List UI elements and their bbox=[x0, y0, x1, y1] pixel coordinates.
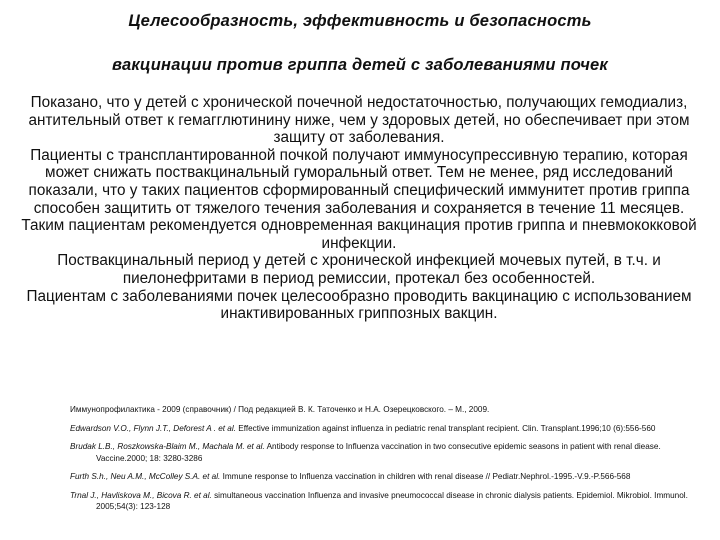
paragraph-urinary-infection: Поствакцинальный период у детей с хронической инфекцией мочевых путей, в т.ч. и пиелонефритами в период ремиссии, протекал без особенностей. bbox=[57, 252, 661, 287]
references-list bbox=[70, 404, 710, 520]
reference-item bbox=[70, 423, 710, 435]
reference-authors: Trnal J., Havliskova M., Bicova R. et al. bbox=[70, 490, 212, 500]
page-title-line-2: вакцинации против гриппа детей с заболеваниями почек bbox=[112, 56, 608, 74]
reference-authors: Furth S.h., Neu A.M., McColley S.A. et al. bbox=[70, 472, 221, 481]
reference-authors: Brudak L.B., Roszkowska-Blaim M., Machala M. et al. bbox=[70, 442, 265, 451]
reference-item bbox=[70, 441, 710, 464]
reference-item bbox=[70, 404, 710, 416]
reference-text: Immune response to Influenza vaccination in children with renal disease // Pediatr.Nephrol.-1995.-V.9.-P.566-568 bbox=[220, 472, 631, 481]
paragraph-hemodialysis: Показано, что у детей с хронической почечной недостаточностью, получающих гемодиализ, антительный ответ к гемагглютинину ниже, чем у здоровых детей, но обеспечивает при этом защиту от заболевания. bbox=[28, 94, 690, 147]
reference-text: Antibody response to Influenza vaccination in two consecutive epidemic seasons in patient with renal diease. Vaccine.2000; 18: 3280-3286 bbox=[96, 442, 661, 463]
body-text bbox=[14, 94, 704, 323]
reference-item bbox=[70, 471, 710, 483]
reference-text: Иммунопрофилактика - 2009 (справочник) / Под редакцией В. К. Таточенко и Н.А. Озерецковского. – М., 2009. bbox=[70, 405, 490, 414]
paragraph-recommendation: Таким пациентам рекомендуется одновременная вакцинация против гриппа и пневмококковой инфекции. bbox=[21, 217, 697, 252]
paragraph-transplant: Пациенты с трансплантированной почкой получают иммуносупрессивную терапию, которая может снижать поствакцинальный гуморальный ответ. Тем не менее, ряд исследований показали, что у таких пациентов сформированный специфический иммунитет против гриппа способен защитить от тяжелого течения заболевания и сохраняется в течение 11 месяцев. bbox=[28, 146, 690, 217]
reference-text: simultaneous vaccination Influenza and invasive pneumococcal disease in chronic dialysis patients. Epidemiol. Mikrobiol. Immunol. 2005;54(3): 123-128 bbox=[96, 490, 688, 511]
reference-item bbox=[70, 490, 710, 513]
reference-authors: Edwardson V.O., Flynn J.T., Deforest A . et al. bbox=[70, 423, 236, 433]
reference-text: Effective immunization against influenza in pediatric renal transplant recipient. Clin. Transplant.1996;10 (6):556-560 bbox=[235, 423, 656, 433]
paragraph-conclusion: Пациентам с заболеваниями почек целесообразно проводить вакцинацию с использованием инактивированных гриппозных вакцин. bbox=[26, 287, 692, 323]
page-title-line-1: Целесообразность, эффективность и безопасность bbox=[128, 12, 592, 30]
